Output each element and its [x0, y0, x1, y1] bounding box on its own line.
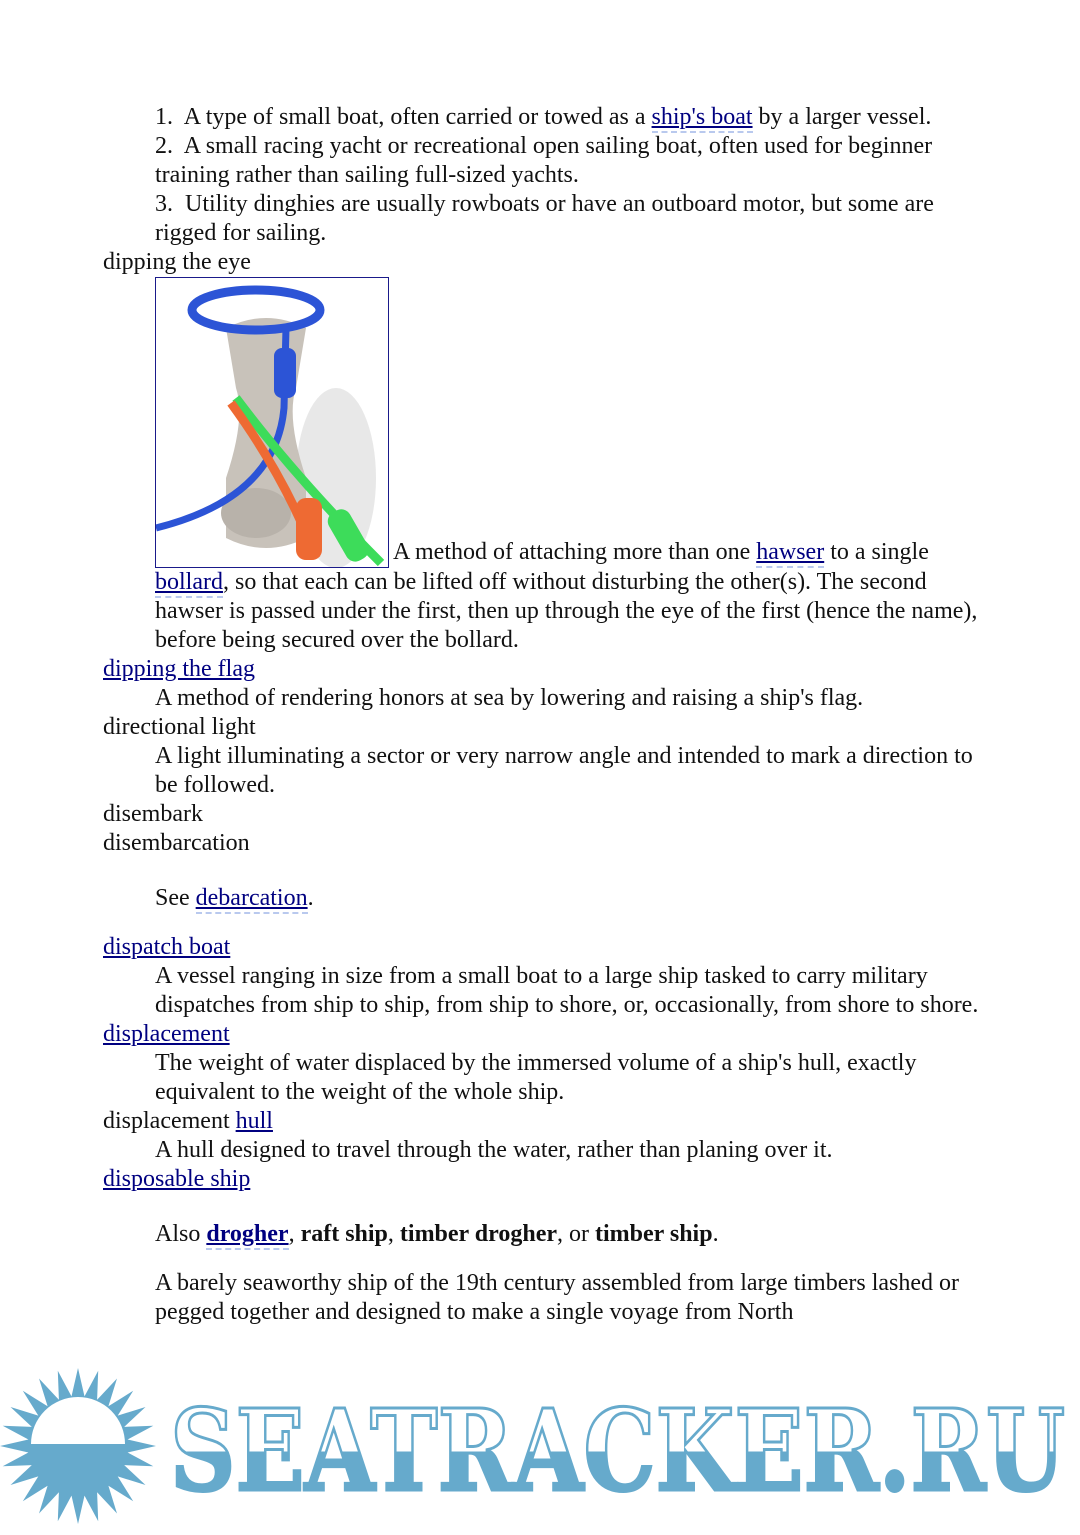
- text: ,: [288, 1221, 301, 1247]
- definition-dipping-the-flag: A method of rendering honors at sea by lowering and raising a ship's flag.: [155, 685, 864, 711]
- item-number: 1.: [155, 104, 173, 130]
- term-displacement[interactable]: displacement: [103, 1021, 230, 1047]
- definition-text: Utility dinghies are usually rowboats or have an outboard motor, but some are rigged for sailing.: [155, 191, 934, 246]
- seatracker-watermark: [0, 1368, 1080, 1527]
- link-ships-boat[interactable]: ship's boat: [652, 104, 753, 133]
- definition-directional-light: A light illuminating a sector or very narrow angle and intended to mark a direction to be followed.: [155, 743, 973, 798]
- definition-item: [155, 190, 983, 248]
- definition-disposable-ship: A barely seaworthy ship of the 19th century assembled from large timbers lashed or pegged together and designed to make a single voyage from North: [155, 1270, 960, 1325]
- alias-timber-drogher: timber drogher: [399, 1221, 557, 1247]
- item-number: 2.: [155, 133, 173, 159]
- definition-item: [155, 132, 983, 190]
- alias-timber-ship: timber ship: [595, 1221, 713, 1247]
- link-drogher[interactable]: drogher: [206, 1221, 288, 1250]
- link-hull[interactable]: hull: [235, 1108, 273, 1134]
- link-debarcation[interactable]: debarcation: [196, 885, 308, 914]
- term-dispatch-boat[interactable]: dispatch boat: [103, 934, 231, 960]
- term-directional-light: directional light: [103, 714, 256, 740]
- definition-text: .: [307, 885, 314, 911]
- term-disembarcation: disembarcation: [103, 830, 250, 856]
- bollard-knot-image: [155, 277, 389, 568]
- link-hawser[interactable]: hawser: [756, 539, 824, 568]
- term-dipping-the-flag[interactable]: dipping the flag: [103, 656, 255, 682]
- link-bollard[interactable]: bollard: [155, 569, 223, 598]
- definition-displacement-hull: A hull designed to travel through the water, rather than planing over it.: [155, 1137, 833, 1163]
- sun-logo-icon: [0, 1368, 1080, 1527]
- term-dipping-the-eye: dipping the eye: [103, 249, 251, 275]
- term-disposable-ship[interactable]: disposable ship: [103, 1166, 251, 1192]
- definition-dispatch-boat: A vessel ranging in size from a small boat to a large ship tasked to carry military dispatches from ship to ship, from ship to shore, or, occasionally, from shore to shore.: [155, 963, 979, 1018]
- term-disembark: disembark: [103, 801, 203, 827]
- term-text: displacement: [103, 1108, 236, 1134]
- text: ,: [387, 1221, 400, 1247]
- text: .: [712, 1221, 719, 1247]
- definition-text: See: [155, 885, 196, 911]
- text: , or: [557, 1221, 595, 1247]
- watermark-text: SEATRACKER.RU: [170, 1386, 1065, 1517]
- glossary-content: [103, 103, 983, 1327]
- item-number: 3.: [155, 191, 173, 217]
- definition-dipping-the-eye: [155, 277, 983, 655]
- definition-text: , so that each can be lifted off without disturbing the other(s). The second hawser is passed under the first, then up through the eye of the first (hence the name), before being secured over the bollard.: [155, 569, 978, 653]
- text: Also: [155, 1221, 207, 1247]
- definition-item: [155, 103, 983, 132]
- term-displacement-hull: [103, 1107, 983, 1136]
- definition-text: A type of small boat, often carried or towed as a: [183, 104, 652, 130]
- definition-displacement: The weight of water displaced by the immersed volume of a ship's hull, exactly equivalent to the weight of the whole ship.: [155, 1050, 917, 1105]
- definition-disembark: [155, 884, 983, 913]
- definition-text: A small racing yacht or recreational open sailing boat, often used for beginner training rather than sailing full-sized yachts.: [155, 133, 933, 188]
- definition-text: to a single: [824, 539, 929, 565]
- alias-raft-ship: raft ship: [300, 1221, 388, 1247]
- definition-text: by a larger vessel.: [752, 104, 932, 130]
- definition-text: A method of attaching more than one: [393, 539, 757, 565]
- disposable-ship-aliases: [155, 1220, 983, 1249]
